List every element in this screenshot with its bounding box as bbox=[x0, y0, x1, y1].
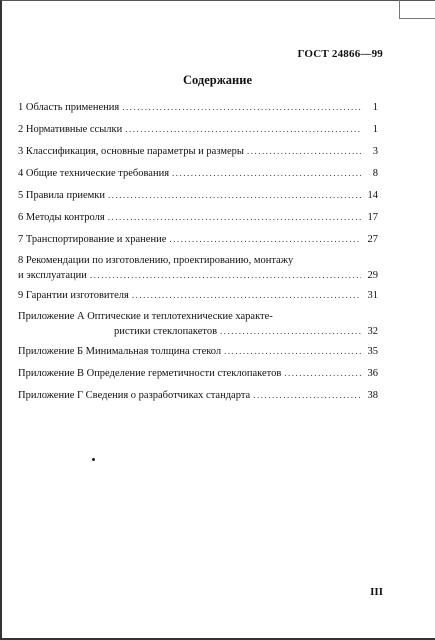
toc-entry-label: ристики стеклопакетов bbox=[114, 326, 218, 337]
toc-entry-page: 36 bbox=[367, 368, 378, 379]
toc-entry-label: 3 Классификация, основные параметры и размеры bbox=[18, 146, 244, 157]
toc-entry-label: 2 Нормативные ссылки bbox=[18, 124, 123, 135]
dot-leader bbox=[122, 100, 361, 114]
dot-leader bbox=[253, 388, 361, 402]
toc-entry-page: 3 bbox=[372, 146, 378, 157]
toc-entry-page: 27 bbox=[367, 234, 378, 245]
scan-corner-mark bbox=[399, 0, 435, 19]
dot-leader bbox=[284, 366, 361, 380]
toc-entry-4[interactable] bbox=[18, 166, 378, 181]
dot-leader bbox=[172, 166, 361, 180]
scan-speck bbox=[92, 458, 95, 461]
dot-leader bbox=[108, 210, 361, 224]
toc-entry-label: Приложение В Определение герметичности стеклопакетов bbox=[18, 368, 282, 379]
dot-leader bbox=[108, 188, 361, 202]
toc-entry-label: и эксплуатации bbox=[18, 270, 87, 281]
standard-code: ГОСТ 24866—99 bbox=[297, 48, 383, 60]
toc-entry-first-line: 8 Рекомендации по изготовлению, проектированию, монтажу bbox=[18, 255, 294, 266]
toc-entry-5[interactable] bbox=[18, 188, 378, 203]
dot-leader bbox=[90, 268, 361, 282]
toc-entry-page: 8 bbox=[372, 168, 378, 179]
toc-entry-appendix-g[interactable] bbox=[18, 388, 378, 403]
toc-entry-label: 5 Правила приемки bbox=[18, 190, 105, 201]
toc-entry-page: 1 bbox=[372, 124, 378, 135]
toc-entry-appendix-a[interactable] bbox=[18, 310, 378, 339]
toc-entry-1[interactable] bbox=[18, 100, 378, 115]
dot-leader bbox=[224, 344, 361, 358]
toc-entry-6[interactable] bbox=[18, 210, 378, 225]
toc-entry-appendix-v[interactable] bbox=[18, 366, 378, 381]
dot-leader bbox=[220, 324, 361, 338]
toc-entry-page: 31 bbox=[367, 290, 378, 301]
toc-entry-8[interactable] bbox=[18, 254, 378, 283]
toc-entry-first-line: Приложение А Оптические и теплотехнические характе- bbox=[18, 311, 273, 322]
toc-entry-page: 1 bbox=[372, 102, 378, 113]
toc-entry-label: 6 Методы контроля bbox=[18, 212, 105, 223]
toc-entry-page: 29 bbox=[367, 270, 378, 281]
toc-entry-7[interactable] bbox=[18, 232, 378, 247]
toc-entry-2[interactable] bbox=[18, 122, 378, 137]
dot-leader bbox=[247, 144, 361, 158]
dot-leader bbox=[132, 288, 361, 302]
toc-entry-page: 38 bbox=[367, 390, 378, 401]
toc-title: Содержание bbox=[182, 73, 252, 87]
dot-leader bbox=[125, 122, 361, 136]
page-number: III bbox=[370, 586, 383, 598]
toc-entry-appendix-b[interactable] bbox=[18, 344, 378, 359]
toc-entry-label: Приложение Г Сведения о разработчиках стандарта bbox=[18, 390, 251, 401]
dot-leader bbox=[169, 232, 361, 246]
toc-entry-3[interactable] bbox=[18, 144, 378, 159]
toc-entry-label: 1 Область применения bbox=[18, 102, 120, 113]
toc-entry-label: 7 Транспортирование и хранение bbox=[18, 234, 167, 245]
toc-entry-page: 35 bbox=[367, 346, 378, 357]
toc-entry-label: 9 Гарантии изготовителя bbox=[18, 290, 129, 301]
toc-entry-page: 14 bbox=[367, 190, 378, 201]
toc-entry-label: Приложение Б Минимальная толщина стекол bbox=[18, 346, 222, 357]
toc-entry-label: 4 Общие технические требования bbox=[18, 168, 170, 179]
toc-entry-page: 32 bbox=[367, 326, 378, 337]
toc-entry-page: 17 bbox=[367, 212, 378, 223]
toc-entry-9[interactable] bbox=[18, 288, 378, 303]
